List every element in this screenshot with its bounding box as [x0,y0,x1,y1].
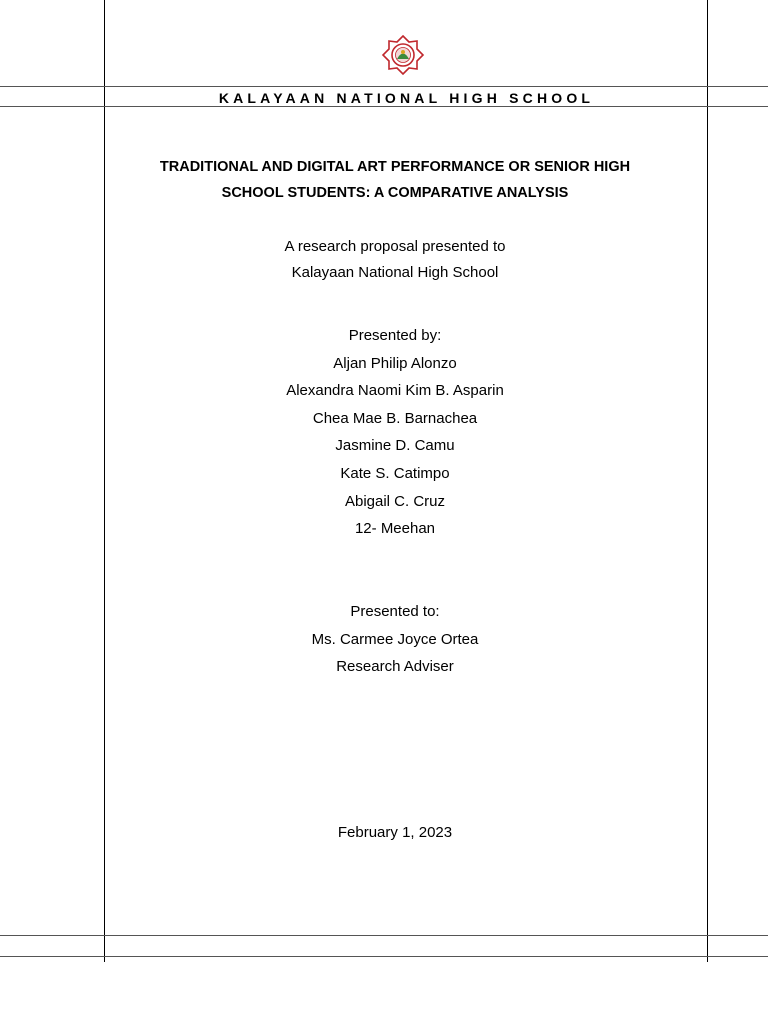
footer-top-line [0,935,768,936]
header-top-line [0,86,768,87]
presented-by-label: Presented by: [348,327,442,344]
adviser-name: Ms. Carmee Joyce Ortea [311,631,479,648]
author-name: Jasmine D. Camu [335,437,455,454]
document-date: February 1, 2023 [337,824,453,841]
footer-bottom-line [0,956,768,957]
proposal-line-1: A research proposal presented to [284,238,506,255]
author-name: Kate S. Catimpo [340,465,450,482]
adviser-role: Research Adviser [336,658,454,675]
school-seal-icon [381,35,425,75]
document-title [125,154,665,206]
title-line-1: TRADITIONAL AND DIGITAL ART PERFORMANCE OR SENIOR HIGH [159,159,631,175]
right-border-line [707,0,708,962]
title-line-2: SCHOOL STUDENTS: A COMPARATIVE ANALYSIS [221,185,569,201]
school-name-header: KALAYAAN NATIONAL HIGH SCHOOL [218,90,595,106]
section-name: 12- Meehan [354,520,436,537]
presented-to-label: Presented to: [350,603,440,620]
author-name: Aljan Philip Alonzo [333,355,457,372]
proposal-line-2: Kalayaan National High School [291,264,499,281]
author-name: Chea Mae B. Barnachea [312,410,478,427]
author-name: Abigail C. Cruz [344,493,446,510]
author-name: Alexandra Naomi Kim B. Asparin [286,382,504,399]
header-bottom-line [0,106,768,107]
